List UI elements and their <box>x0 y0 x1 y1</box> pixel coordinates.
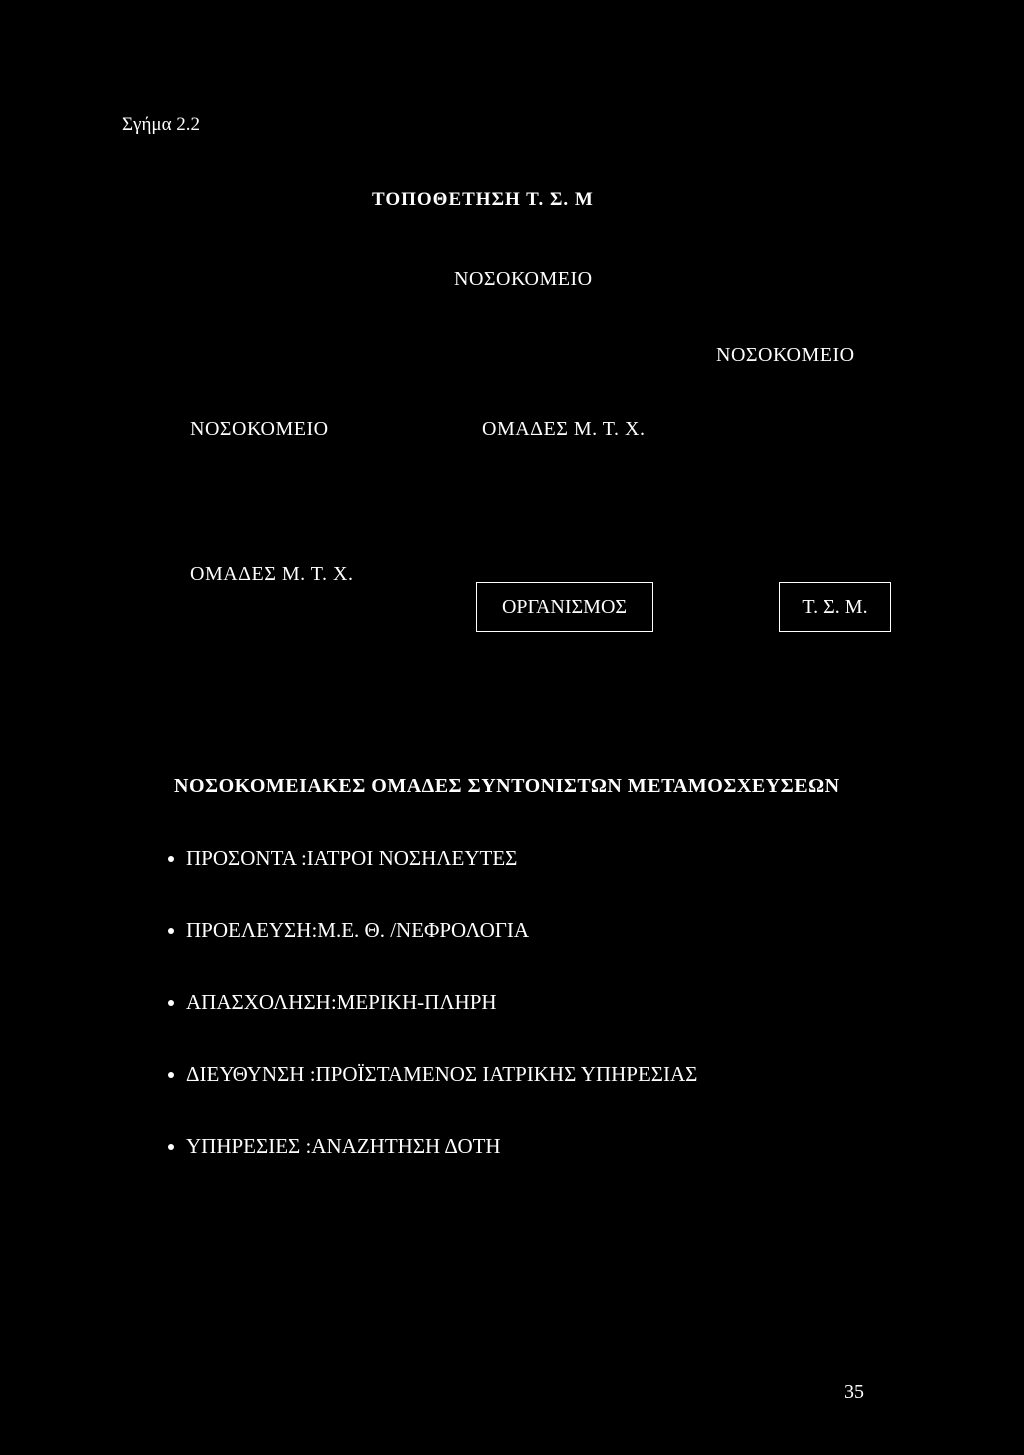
bullet-list <box>168 846 697 1206</box>
hospital-label-right: ΝΟΣΟΚΟΜΕΙΟ <box>716 344 855 366</box>
section-heading: ΝΟΣΟΚΟΜΕΙΑΚΕΣ ΟΜΑΔΕΣ ΣΥΝΤΟΝΙΣΤΩΝ ΜΕΤΑΜΟΣΧΕΥΣΕΩΝ <box>174 775 840 797</box>
bullet-text: ΔΙΕΥΘΥΝΣΗ :ΠΡΟΪΣΤΑΜΕΝΟΣ ΙΑΤΡΙΚΗΣ ΥΠΗΡΕΣΙΑΣ <box>186 1062 698 1086</box>
teams-label-middle: ΟΜΑΔΕΣ Μ. Τ. Χ. <box>482 418 646 440</box>
bullet-icon <box>168 928 174 934</box>
organization-box <box>476 582 653 632</box>
bullet-item <box>168 1062 697 1134</box>
bullet-icon <box>168 1000 174 1006</box>
hospital-label-left: ΝΟΣΟΚΟΜΕΙΟ <box>190 418 329 440</box>
bullet-item <box>168 1134 697 1206</box>
bullet-item <box>168 918 697 990</box>
organization-box-label: ΟΡΓΑΝΙΣΜΟΣ <box>501 595 628 618</box>
bullet-item <box>168 990 697 1062</box>
bullet-text: ΥΠΗΡΕΣΙΕΣ :ΑΝΑΖΗΤΗΣΗ ΔΟΤΗ <box>186 1134 501 1158</box>
figure-title: ΤΟΠΟΘΕΤΗΣΗ Τ. Σ. Μ <box>372 189 594 210</box>
page-number: 35 <box>844 1381 864 1403</box>
bullet-icon <box>168 856 174 862</box>
tsm-box <box>779 582 891 632</box>
figure-caption: Σγήμα 2.2 <box>122 114 201 135</box>
bullet-text: ΠΡΟΣΟΝΤΑ :ΙΑΤΡΟΙ ΝΟΣΗΛΕΥΤΕΣ <box>186 846 518 870</box>
bullet-item <box>168 846 697 918</box>
hospital-label-top: ΝΟΣΟΚΟΜΕΙΟ <box>454 268 593 290</box>
bullet-icon <box>168 1144 174 1150</box>
bullet-text: ΠΡΟΕΛΕΥΣΗ:Μ.Ε. Θ. /ΝΕΦΡΟΛΟΓΙΑ <box>186 918 530 942</box>
teams-label-left: ΟΜΑΔΕΣ Μ. Τ. Χ. <box>190 563 354 585</box>
tsm-box-label: Τ. Σ. Μ. <box>802 595 868 618</box>
bullet-icon <box>168 1072 174 1078</box>
bullet-text: ΑΠΑΣΧΟΛΗΣΗ:ΜΕΡΙΚΗ-ΠΛΗΡΗ <box>186 990 497 1014</box>
